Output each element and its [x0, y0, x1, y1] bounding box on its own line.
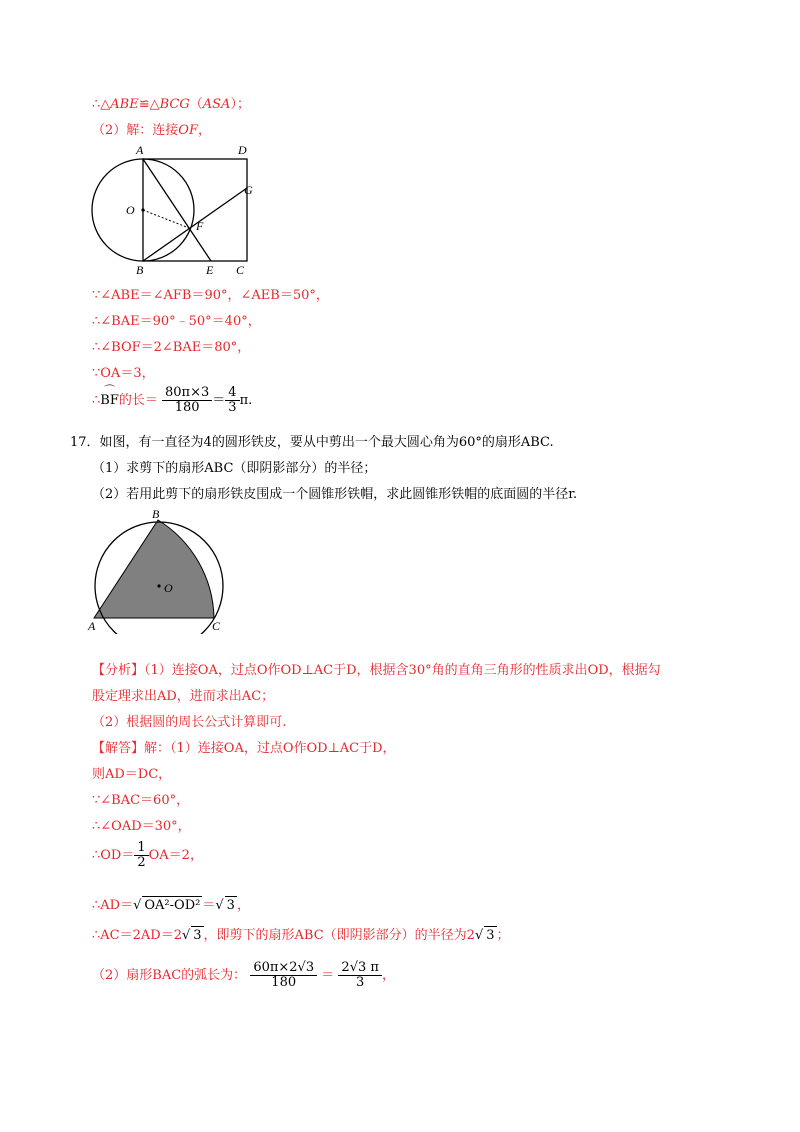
- half-fraction: $\frac{1}{2}$: [134, 841, 148, 870]
- label-D: D: [238, 143, 247, 157]
- figure-sector: [86, 506, 236, 634]
- step-bae: ∴∠BAE＝90°﹣50°＝40°，: [92, 314, 261, 329]
- arc-bf-symbol: ⌒ BF: [100, 386, 119, 416]
- answer-line6: ∴AD＝√ OA²-OD² ＝√ 3 ，: [92, 898, 250, 913]
- arc-length-line: ∴⌒ BF的长＝ $\frac{80\pi\times 3}{180}$ ＝ $\frac{4}{3}$ π.: [92, 386, 252, 416]
- arc-bac-fraction: $\frac{60\pi\times 2√3}{180}$: [250, 961, 317, 990]
- label-A: A: [136, 143, 144, 157]
- step-bof: ∴∠BOF＝2∠BAE＝80°，: [92, 340, 251, 355]
- label-B2: B: [152, 507, 160, 521]
- answer-line8: （2）扇形BAC的弧长为： $\frac{60\pi\times 2√3}{180}$ ＝ $\frac{2√3 \pi}{3}$ ，: [92, 960, 395, 990]
- answer-line2: 则AD＝DC，: [92, 767, 172, 782]
- label-G: G: [244, 183, 253, 197]
- step-oa: ∵OA＝3，: [92, 366, 155, 381]
- label-A2: A: [88, 619, 96, 633]
- label-E: E: [206, 263, 214, 277]
- q17-part1: （1）求剪下的扇形ABC（即阴影部分）的半径；: [92, 461, 377, 476]
- arc-fraction: $\frac{80\pi\times 3}{180}$: [162, 386, 212, 415]
- analysis-tag: 【分析】: [92, 663, 145, 678]
- q17-stem: 17．如图，有一直径为4的圆形铁皮，要从中剪出一个最大圆心角为60°的扇形ABC.: [70, 435, 554, 450]
- label-F: F: [196, 219, 204, 233]
- answer-line5: ∴OD＝ $\frac{1}{2}$ OA＝2，: [92, 840, 203, 870]
- label-O: O: [126, 203, 135, 217]
- label-B: B: [136, 263, 144, 277]
- answer-line7: ∴AC＝2AD＝2√ 3 ，即剪下的扇形ABC（即阴影部分）的半径为2√ 3 ；: [92, 928, 510, 943]
- result-fraction: $\frac{4}{3}$: [225, 386, 239, 415]
- part2-intro: （2）解：连接OF，: [92, 123, 211, 138]
- answer-line3: ∵∠BAC＝60°，: [92, 793, 190, 808]
- label-C: C: [236, 263, 245, 277]
- label-C2: C: [212, 619, 221, 633]
- q17-part2: （2）若用此剪下的扇形铁皮围成一个圆锥形铁帽，求此圆锥形铁帽的底面圆的半径r.: [92, 487, 578, 502]
- analysis-line1: 【分析】（1）连接OA，过点O作OD⊥AC于D，根据含30°角的直角三角形的性质求出OD，根据勾: [92, 663, 661, 678]
- proof-conclusion: ∴△ABE≌△BCG（ASA）；: [92, 97, 250, 112]
- step-angles: ∵∠ABE＝∠AFB＝90°，∠AEB＝50°，: [92, 288, 329, 303]
- figure-circle-square: [86, 142, 256, 280]
- arc-bac-result: $\frac{2√3 \pi}{3}$: [338, 961, 382, 990]
- label-O2: O: [164, 581, 173, 595]
- analysis-line2: 股定理求出AD，进而求出AC；: [92, 689, 275, 704]
- analysis-line3: （2）根据圆的周长公式计算即可.: [92, 715, 287, 730]
- answer-tag: 【解答】: [92, 741, 145, 756]
- answer-line4: ∴∠OAD＝30°，: [92, 819, 191, 834]
- answer-line1: 【解答】解：（1）连接OA，过点O作OD⊥AC于D，: [92, 741, 396, 756]
